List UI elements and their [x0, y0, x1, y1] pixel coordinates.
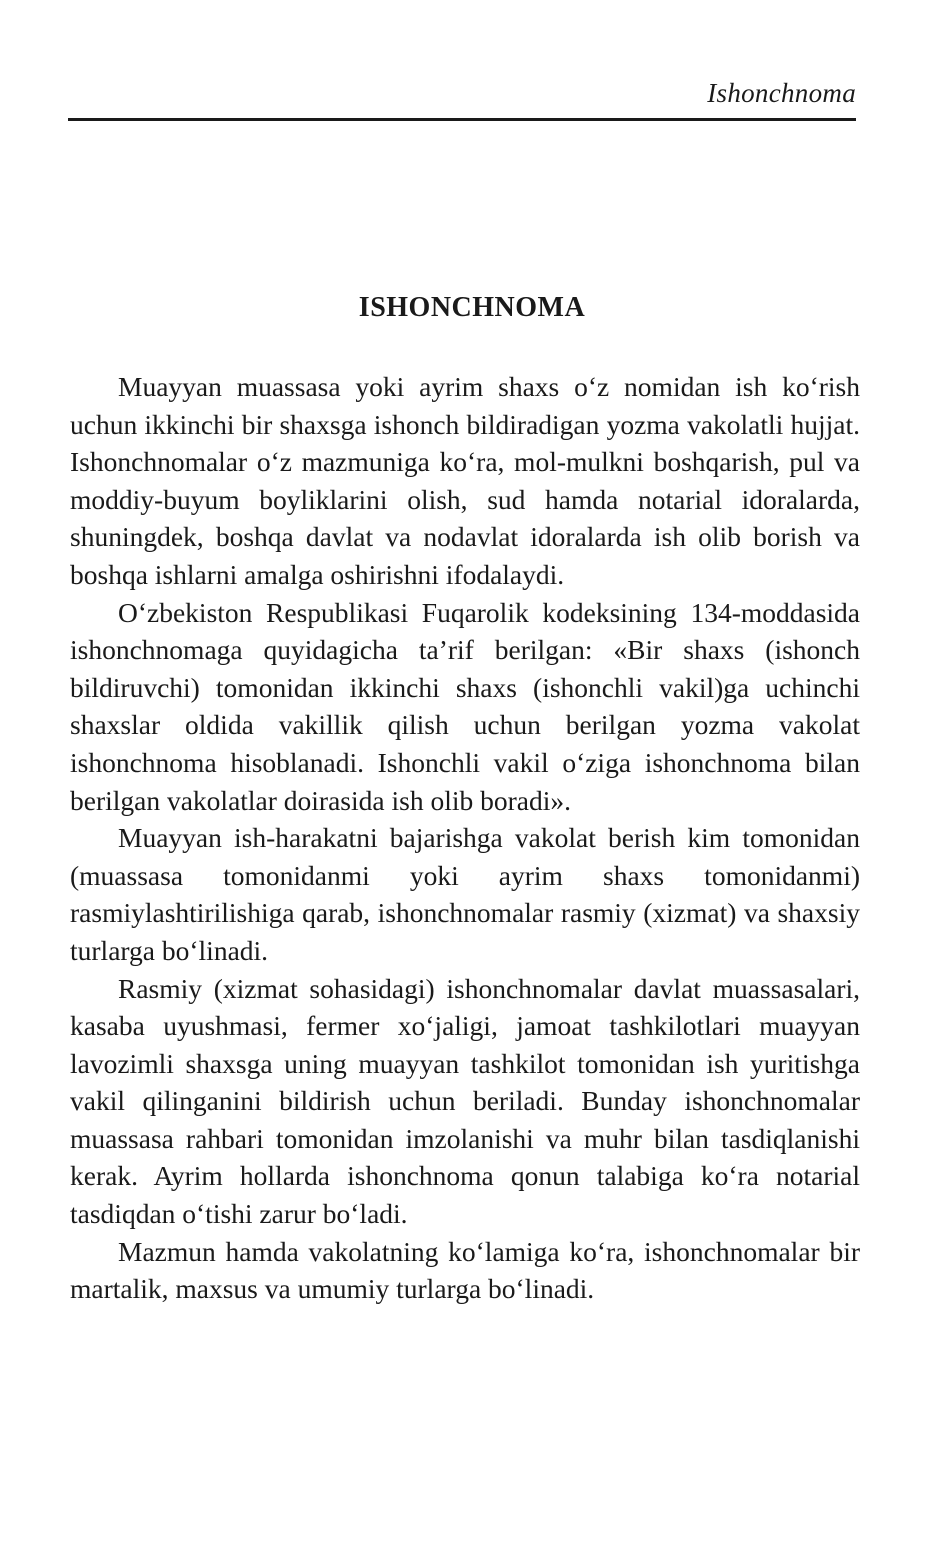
paragraph-5: Mazmun hamda vakolatning ko‘lamiga ko‘ra, ishonchnomalar bir martalik, maxsus va umumiy turlarga bo‘linadi. [70, 1235, 860, 1305]
paragraph-2: O‘zbekiston Respublikasi Fuqarolik kodeksining 134-moddasida ishonchnomaga quyidagicha ta’rif berilgan: «Bir shaxs (ishonch bildiruvchi) tomonidan ikkinchi shaxs (ishonchli vakil)ga uchinchi shaxslar oldida vakillik qilish uchun berilgan yozma vakolat ishonchnoma hisoblanadi. Ishonchli vakil o‘ziga ishonchnoma bilan berilgan vakolatlar doirasida ish olib boradi». [70, 596, 860, 816]
paragraph-4: Rasmiy (xizmat sohasidagi) ishonchnomalar davlat muassasalari, kasaba uyushmasi, fermer xo‘jaligi, jamoat tashkilotlari muayyan lavozimli shaxsga uning muayyan tashkilot tomonidan ish yuritishga vakil qilinganini bildirish uchun beriladi. Bunday ishonchnomalar muassasa rahbari tomonidan imzolanishi va muhr bilan tasdiqlanishi kerak. Ayrim hollarda ishonchnoma qonun talabiga ko‘ra notarial tasdiqdan o‘tishi zarur bo‘ladi. [70, 972, 860, 1230]
body-text [70, 368, 860, 1308]
paragraph-1: Muayyan muassasa yoki ayrim shaxs o‘z nomidan ish ko‘rish uchun ikkinchi bir shaxsga ishonch bildiradigan yozma vakolatli hujjat. Ishonchnomalar o‘z mazmuniga ko‘ra, mol-mulkni boshqarish, pul va moddiy-buyum boyliklarini olish, sud hamda notarial idoralarda, shuningdek, boshqa davlat va nodavlat idoralarda ish olib borish va boshqa ishlarni amalga oshirishni ifodalaydi. [70, 371, 860, 590]
section-title: ISHONCHNOMA [358, 292, 586, 323]
running-header-title: Ishonchnoma [707, 78, 856, 108]
paragraph-3: Muayyan ish-harakatni bajarishga vakolat berish kim tomonidan (muassasa tomonidanmi yoki ayrim shaxs tomonidanmi) rasmiylashtirilishiga qarab, ishonchnomalar rasmiy (xizmat) va shaxsiy turlarga bo‘linadi. [70, 822, 860, 966]
header-rule [68, 118, 856, 121]
